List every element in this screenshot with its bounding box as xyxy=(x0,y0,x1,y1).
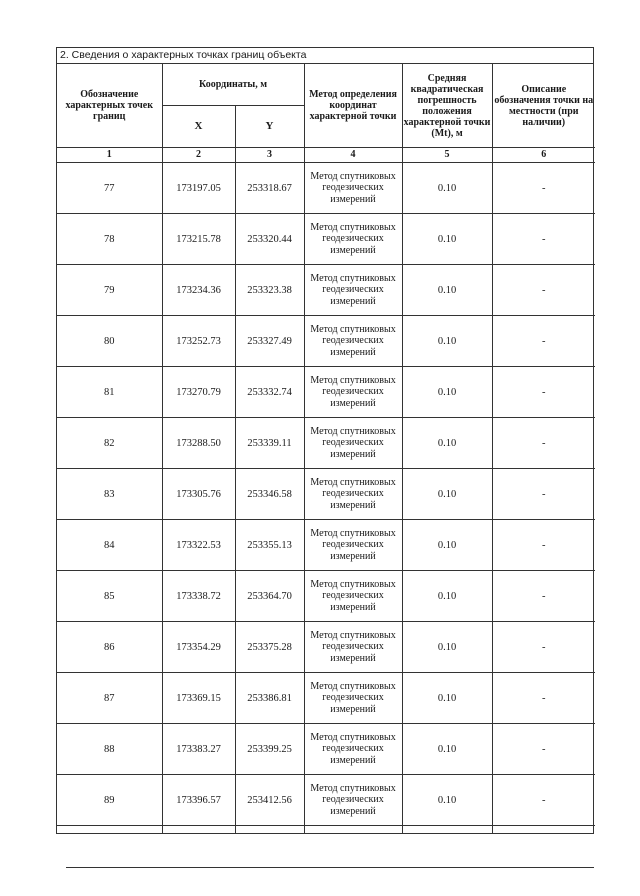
boundary-points-sheet xyxy=(56,47,594,834)
column-number-row xyxy=(57,148,595,163)
table-row xyxy=(57,163,595,214)
cell-y: 253320.44 xyxy=(235,214,304,265)
cell-error: 0.10 xyxy=(402,316,492,367)
cell-error: 0.10 xyxy=(402,775,492,826)
cell-point: 83 xyxy=(57,469,162,520)
header-row xyxy=(57,64,595,106)
header-error: Средняя квадратическая погрешность положения характерной точки (Mt), м xyxy=(402,64,492,148)
cell-method: Метод спутниковых геодезических измерений xyxy=(304,316,402,367)
cell-x: 173383.27 xyxy=(162,724,235,775)
cell-error: 0.10 xyxy=(402,571,492,622)
header-coordinates: Координаты, м xyxy=(162,64,304,106)
cell-x: 173288.50 xyxy=(162,418,235,469)
cell-x: 173215.78 xyxy=(162,214,235,265)
cell-description: - xyxy=(492,214,595,265)
cell-y: 253399.25 xyxy=(235,724,304,775)
cell-error: 0.10 xyxy=(402,469,492,520)
cell-point: 78 xyxy=(57,214,162,265)
cell-method: Метод спутниковых геодезических измерений xyxy=(304,214,402,265)
cell-description: - xyxy=(492,418,595,469)
cell-y: 253386.81 xyxy=(235,673,304,724)
cell-y: 253346.58 xyxy=(235,469,304,520)
cell-x: 173252.73 xyxy=(162,316,235,367)
cell-point: 86 xyxy=(57,622,162,673)
cell-x: 173197.05 xyxy=(162,163,235,214)
cell-x: 173322.53 xyxy=(162,520,235,571)
cell-method: Метод спутниковых геодезических измерений xyxy=(304,163,402,214)
cell-point: 88 xyxy=(57,724,162,775)
cell-method: Метод спутниковых геодезических измерений xyxy=(304,367,402,418)
cell-method: Метод спутниковых геодезических измерений xyxy=(304,265,402,316)
cell-error: 0.10 xyxy=(402,622,492,673)
cell-error: 0.10 xyxy=(402,724,492,775)
cell-description: - xyxy=(492,775,595,826)
cell-point: 80 xyxy=(57,316,162,367)
cell-description: - xyxy=(492,367,595,418)
table-row xyxy=(57,520,595,571)
table-row xyxy=(57,724,595,775)
boundary-points-table xyxy=(57,64,595,833)
cell-y: 253355.13 xyxy=(235,520,304,571)
cell-description: - xyxy=(492,571,595,622)
header-point-designation: Обозначение характерных точек границ xyxy=(57,64,162,148)
cell-method: Метод спутниковых геодезических измерений xyxy=(304,673,402,724)
cell-method: Метод спутниковых геодезических измерений xyxy=(304,418,402,469)
cell-x: 173305.76 xyxy=(162,469,235,520)
cell-error: 0.10 xyxy=(402,163,492,214)
cell-point: 84 xyxy=(57,520,162,571)
cell-y: 253332.74 xyxy=(235,367,304,418)
table-spacer-row xyxy=(57,826,595,834)
table-row xyxy=(57,622,595,673)
cell-y: 253412.56 xyxy=(235,775,304,826)
column-number: 5 xyxy=(402,148,492,163)
cell-error: 0.10 xyxy=(402,367,492,418)
cell-description: - xyxy=(492,316,595,367)
cell-x: 173338.72 xyxy=(162,571,235,622)
cell-error: 0.10 xyxy=(402,418,492,469)
cell-point: 81 xyxy=(57,367,162,418)
cell-point: 89 xyxy=(57,775,162,826)
cell-method: Метод спутниковых геодезических измерений xyxy=(304,775,402,826)
column-number: 6 xyxy=(492,148,595,163)
cell-method: Метод спутниковых геодезических измерений xyxy=(304,571,402,622)
table-row xyxy=(57,673,595,724)
cell-point: 82 xyxy=(57,418,162,469)
cell-y: 253375.28 xyxy=(235,622,304,673)
cell-method: Метод спутниковых геодезических измерений xyxy=(304,469,402,520)
cell-x: 173369.15 xyxy=(162,673,235,724)
header-x: X xyxy=(162,106,235,148)
header-method: Метод определения координат характерной точки xyxy=(304,64,402,148)
cell-description: - xyxy=(492,724,595,775)
cell-point: 85 xyxy=(57,571,162,622)
table-row xyxy=(57,367,595,418)
column-number: 4 xyxy=(304,148,402,163)
header-description: Описание обозначения точки на местности (при наличии) xyxy=(492,64,595,148)
cell-x: 173396.57 xyxy=(162,775,235,826)
cell-y: 253339.11 xyxy=(235,418,304,469)
table-row xyxy=(57,775,595,826)
cell-point: 77 xyxy=(57,163,162,214)
column-number: 1 xyxy=(57,148,162,163)
header-y: Y xyxy=(235,106,304,148)
cell-y: 253323.38 xyxy=(235,265,304,316)
cell-method: Метод спутниковых геодезических измерений xyxy=(304,520,402,571)
cell-error: 0.10 xyxy=(402,214,492,265)
cell-y: 253327.49 xyxy=(235,316,304,367)
cell-error: 0.10 xyxy=(402,520,492,571)
table-row xyxy=(57,469,595,520)
cell-description: - xyxy=(492,469,595,520)
table-row xyxy=(57,265,595,316)
cell-y: 253364.70 xyxy=(235,571,304,622)
cell-method: Метод спутниковых геодезических измерений xyxy=(304,724,402,775)
cell-y: 253318.67 xyxy=(235,163,304,214)
cell-x: 173270.79 xyxy=(162,367,235,418)
table-row xyxy=(57,418,595,469)
cell-description: - xyxy=(492,520,595,571)
cell-error: 0.10 xyxy=(402,265,492,316)
section-title: 2. Сведения о характерных точках границ объекта xyxy=(57,48,593,64)
cell-point: 79 xyxy=(57,265,162,316)
cell-description: - xyxy=(492,265,595,316)
cell-x: 173234.36 xyxy=(162,265,235,316)
footer-divider xyxy=(66,867,594,868)
cell-description: - xyxy=(492,163,595,214)
cell-error: 0.10 xyxy=(402,673,492,724)
column-number: 3 xyxy=(235,148,304,163)
table-row xyxy=(57,571,595,622)
table-row xyxy=(57,316,595,367)
cell-description: - xyxy=(492,622,595,673)
cell-description: - xyxy=(492,673,595,724)
cell-x: 173354.29 xyxy=(162,622,235,673)
cell-point: 87 xyxy=(57,673,162,724)
cell-method: Метод спутниковых геодезических измерений xyxy=(304,622,402,673)
column-number: 2 xyxy=(162,148,235,163)
table-row xyxy=(57,214,595,265)
